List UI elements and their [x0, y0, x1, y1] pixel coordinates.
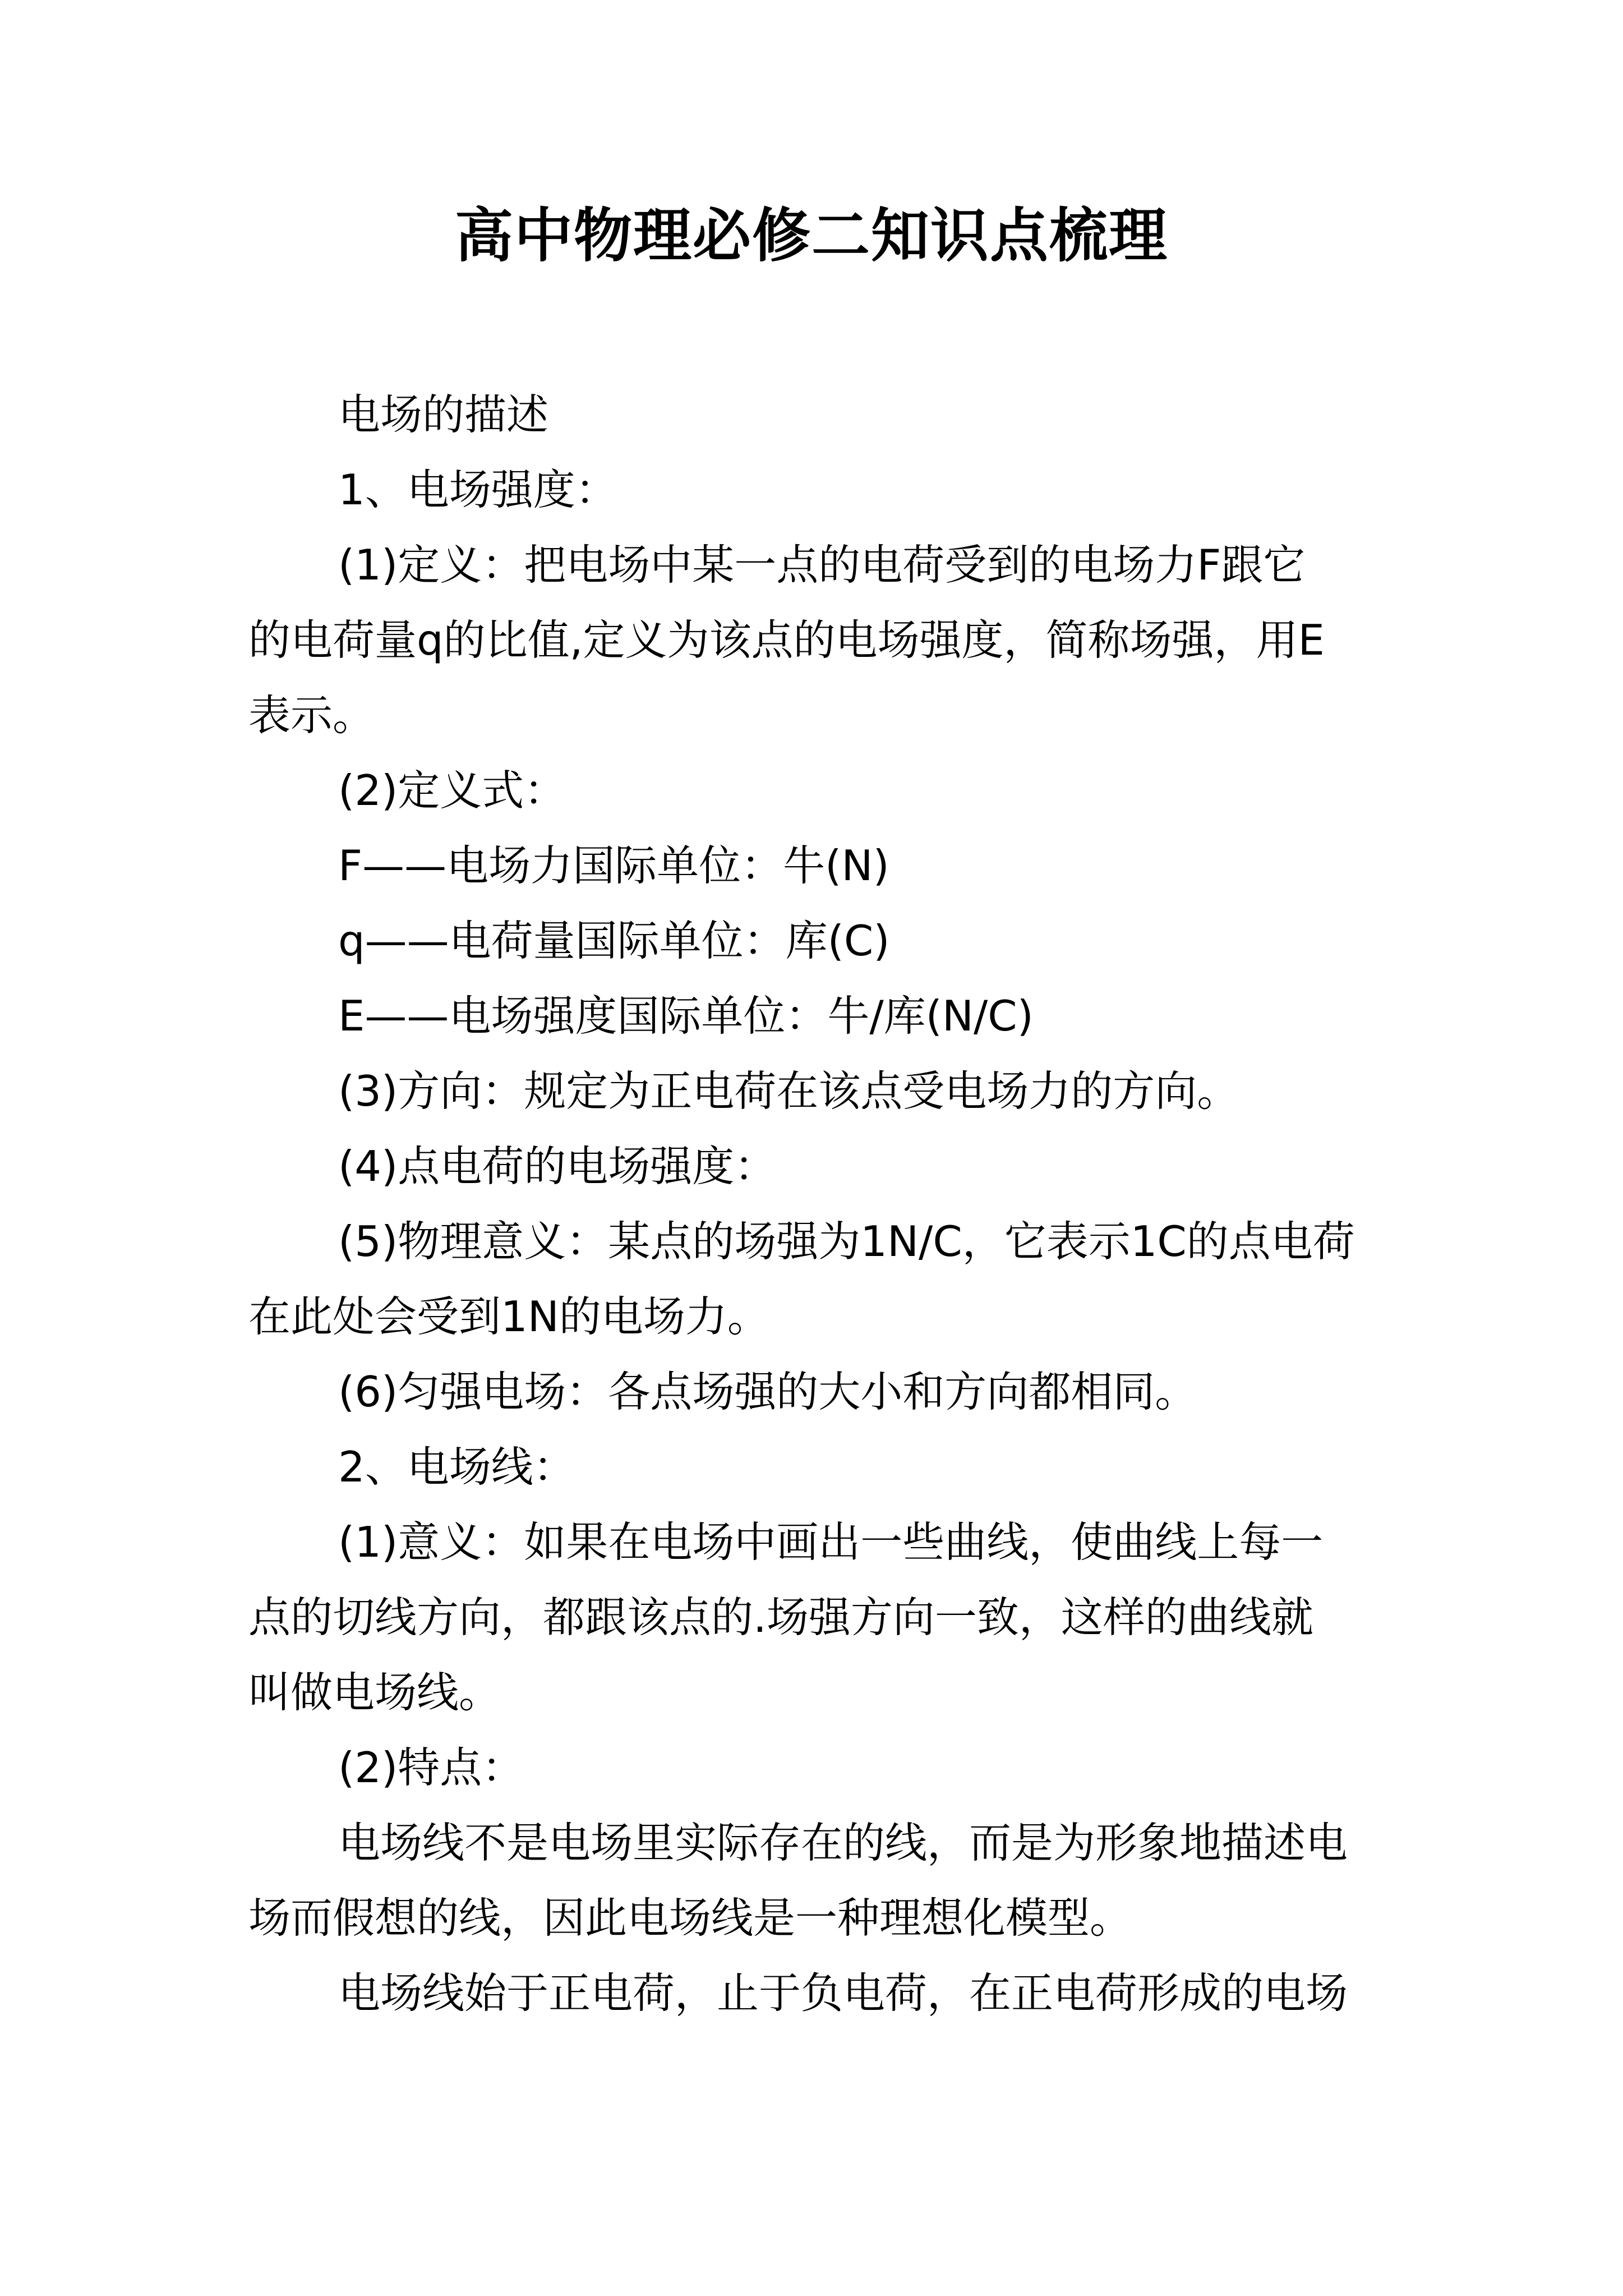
text-line: 表示。	[248, 691, 375, 740]
text-line: (1)意义：如果在电场中画出一些曲线，使曲线上每一	[338, 1517, 1324, 1567]
text-line: 2、电场线：	[338, 1442, 575, 1492]
text-line: 场而假想的线，因此电场线是一种理想化模型。	[248, 1893, 1132, 1943]
text-line: 点的切线方向，都跟该点的.场强方向一致，这样的曲线就	[248, 1593, 1313, 1642]
document-body	[248, 377, 1387, 2031]
text-line: 电场线始于正电荷，止于负电荷，在正电荷形成的电场	[338, 1968, 1348, 2018]
text-line: (1)定义：把电场中某一点的电荷受到的电场力F跟它	[338, 540, 1306, 590]
text-line: 电场线不是电场里实际存在的线，而是为形象地描述电	[338, 1818, 1348, 1867]
text-line: 的电荷量q的比值,定义为该点的电场强度，简称场强，用E	[248, 615, 1325, 665]
text-line: 在此处会受到1N的电场力。	[248, 1292, 769, 1341]
text-line: 电场的描述	[338, 390, 549, 439]
text-line: 叫做电场线。	[248, 1668, 501, 1717]
text-line: (3)方向：规定为正电荷在该点受电场力的方向。	[338, 1066, 1239, 1116]
text-line: (2)特点：	[338, 1743, 524, 1792]
text-line: (4)点电荷的电场强度：	[338, 1142, 777, 1191]
text-line: (6)匀强电场：各点场强的大小和方向都相同。	[338, 1367, 1197, 1416]
text-line: q——电荷量国际单位：库(C)	[338, 916, 890, 965]
text-line: F——电场力国际单位：牛(N)	[338, 841, 889, 890]
text-line: 1、电场强度：	[338, 465, 617, 514]
text-line: (5)物理意义：某点的场强为1N/C，它表示1C的点电荷	[338, 1217, 1355, 1266]
text-line: (2)定义式：	[338, 766, 566, 815]
text-line: E——电场强度国际单位：牛/库(N/C)	[338, 991, 1034, 1041]
document-title: 高中物理必修二知识点梳理	[454, 201, 1168, 270]
